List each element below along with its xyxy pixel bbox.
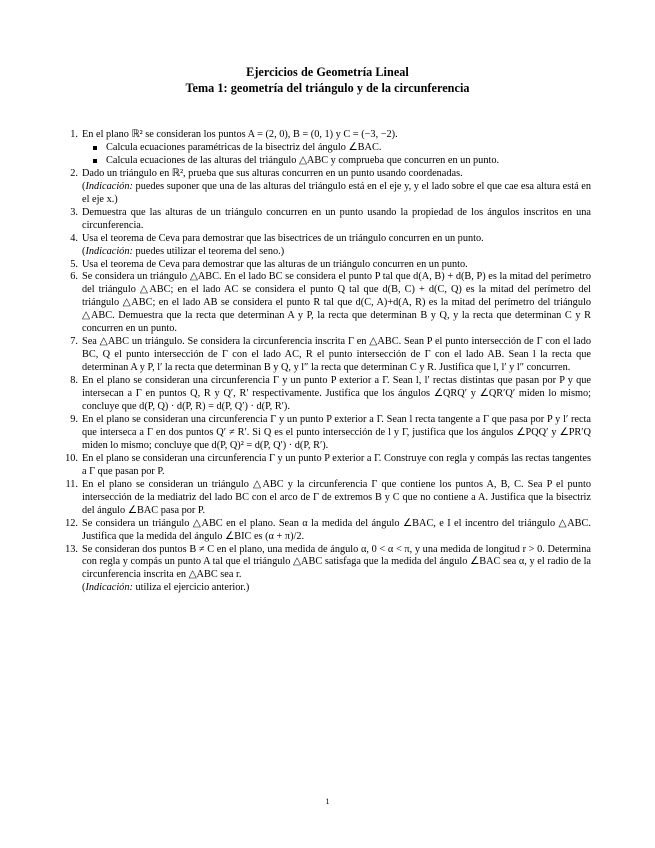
exercise-item	[66, 259, 591, 272]
exercise-number: 12.	[65, 517, 78, 529]
exercise-number: 3.	[70, 206, 78, 218]
exercise-text: Usa el teorema de Ceva para demostrar que las bisectrices de un triángulo concurren en un punto.	[82, 232, 484, 244]
page-number: 1	[325, 797, 330, 806]
hint-label: Indicación:	[85, 180, 133, 192]
exercise-item	[66, 518, 591, 544]
sub-item	[82, 142, 591, 155]
exercise-number: 5.	[70, 258, 78, 270]
exercise-number: 13.	[65, 543, 78, 555]
bullet-icon	[93, 159, 97, 163]
hint-text: (Indicación: utiliza el ejercicio anterior.)	[82, 582, 250, 594]
exercise-item	[66, 453, 591, 479]
hint-body: utiliza el ejercicio anterior.)	[135, 582, 250, 594]
exercise-text: Sea △ABC un triángulo. Se considera la circunferencia inscrita Γ en △ABC. Sean P el punto intersección de Γ con el lado BC, Q el punto intersección de Γ con el lado AC, R el punto intersección de Γ con el lado AB. Sean l la recta que determinan A y P, l′ la recta que determinan B y Q, y l″ la recta que determinan C y R. Justifica que l, l′ y l″ concurren.	[82, 336, 591, 374]
exercise-list	[66, 129, 591, 595]
exercise-text: En el plano ℝ² se consideran los puntos A = (2, 0), B = (0, 1) y C = (−3, −2).	[82, 129, 398, 140]
bullet-icon	[93, 146, 97, 150]
exercise-number: 11.	[65, 478, 78, 490]
exercise-text: En el plano se consideran una circunferencia Γ y un punto P exterior a Γ. Construye con regla y compás las rectas tangentes a Γ que pasan por P.	[82, 452, 591, 477]
exercise-number: 4.	[70, 232, 78, 244]
sub-list	[82, 142, 591, 168]
document-title: Ejercicios de Geometría Lineal	[246, 65, 409, 79]
exercise-text: Demuestra que las alturas de un triángulo concurren en un punto usando la propiedad de los ángulos inscritos en una circunferencia.	[82, 206, 591, 231]
exercise-text: En el plano se consideran una circunferencia Γ y un punto P exterior a Γ. Sean l, l′ rectas distintas que pasan por P y que intersecan a Γ en puntos Q, R y Q′, R′ respectivamente. Justifica que los ángulos ∠QRQ′ y ∠QR′Q′ miden lo mismo; concluye que d(P, Q) · d(P, R) = d(P, Q′) · d(P, R′).	[82, 375, 591, 413]
exercise-number: 1.	[70, 129, 78, 140]
exercise-item	[66, 336, 591, 375]
exercise-text: En el plano se consideran un triángulo △ABC y la circunferencia Γ que contiene los puntos A, B, C. Sea P el punto intersección de la mediatriz del lado BC con el arco de Γ de extremos B y C que no contiene a A. Justifica que la bisectriz del ángulo ∠BAC pasa por P.	[82, 478, 591, 516]
hint-body: puedes suponer que una de las alturas del triángulo está en el eje y, y el lado sobre el que cae esa altura está en el eje x.)	[82, 180, 592, 205]
exercise-item	[66, 271, 591, 336]
exercise-number: 9.	[70, 413, 78, 425]
exercise-item	[66, 544, 591, 596]
exercise-text: Se considera un triángulo △ABC. En el lado BC se considera el punto P tal que d(A, B) + d(B, P) es la mitad del perímetro del triángulo △ABC; en el lado AC se considera el punto Q tal que d(B, C) + d(C, Q) es la mitad del perímetro del triángulo △ABC; en el lado AB se considera el punto R tal que d(C, A)+d(A, R) es la mitad del perímetro del triángulo △ABC. Demuestra que la recta que determinan A y P, la recta que determinan B y Q, y la recta que determinan C y R concurren en un punto.	[82, 271, 591, 335]
sub-item	[82, 155, 591, 168]
exercise-text: Se considera un triángulo △ABC en el plano. Sean α la medida del ángulo ∠BAC, e I el incentro del triángulo △ABC. Justifica que la medida del ángulo ∠BIC es (α + π)/2.	[82, 517, 591, 542]
header	[0, 64, 655, 96]
exercise-number: 7.	[70, 336, 78, 348]
sub-item-text: Calcula ecuaciones de las alturas del triángulo △ABC y comprueba que concurren en un punto.	[106, 154, 500, 166]
exercise-item	[66, 233, 591, 259]
document-subtitle: Tema 1: geometría del triángulo y de la circunferencia	[185, 81, 470, 95]
exercise-text: En el plano se consideran una circunferencia Γ y un punto P exterior a Γ. Sean l recta tangente a Γ que pasa por P y l′ recta que interseca a Γ en dos puntos Q′ ≠ R′. Si Q es el punto intersección de l y Γ, justifica que los ángulos ∠PQQ′ y ∠PR′Q miden lo mismo; concluye que d(P, Q)² = d(P, Q′) · d(P, R′).	[82, 413, 591, 451]
exercise-number: 10.	[65, 452, 78, 464]
hint-text: (Indicación: puedes suponer que una de las alturas del triángulo está en el eje y, y el lado sobre el que cae esa altura está en el eje x.)	[82, 180, 592, 205]
exercise-text: Usa el teorema de Ceva para demostrar que las alturas de un triángulo concurren en un punto.	[82, 258, 468, 270]
exercise-number: 8.	[70, 375, 78, 387]
hint-body: puedes utilizar el teorema del seno.)	[135, 245, 285, 257]
hint-label: Indicación:	[85, 245, 133, 257]
exercise-item	[66, 479, 591, 518]
exercise-item	[66, 168, 591, 207]
exercise-text: Se consideran dos puntos B ≠ C en el plano, una medida de ángulo α, 0 < α < π, y una medida de longitud r > 0. Determina con regla y compás un punto A tal que el triángulo △ABC satisfaga que la medida del ángulo ∠BAC sea α, y el radio de la circunferencia inscrita en △ABC sea r.	[82, 543, 591, 581]
exercise-item	[66, 414, 591, 453]
exercise-number: 6.	[70, 271, 78, 283]
hint-text: (Indicación: puedes utilizar el teorema del seno.)	[82, 245, 285, 257]
hint-label: Indicación:	[85, 582, 133, 594]
exercise-text: Dado un triángulo en ℝ², prueba que sus alturas concurren en un punto usando coordenadas.	[82, 167, 463, 179]
exercise-number: 2.	[70, 167, 78, 179]
exercise-item	[66, 129, 591, 168]
sub-item-text: Calcula ecuaciones paramétricas de la bisectriz del ángulo ∠BAC.	[106, 141, 382, 153]
exercise-item	[66, 375, 591, 414]
exercise-item	[66, 207, 591, 233]
